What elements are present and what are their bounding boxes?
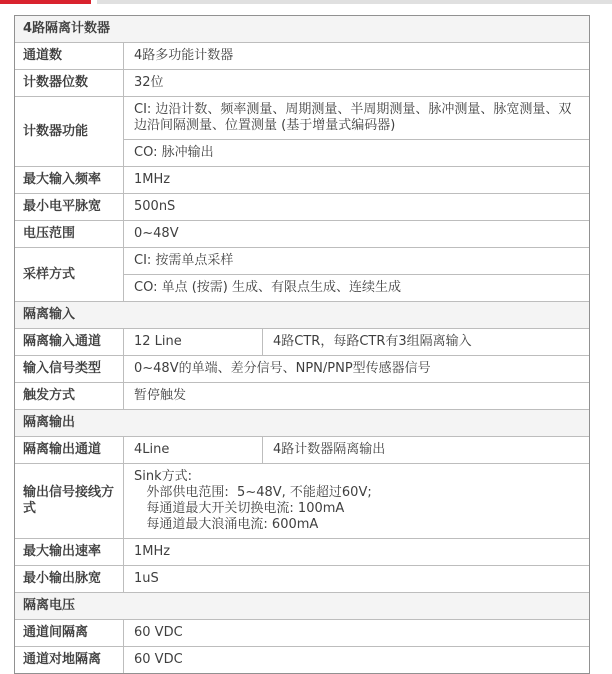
spec-label: 隔离输出通道 <box>15 437 124 463</box>
spec-value: 4路多功能计数器 <box>134 48 234 63</box>
spec-label: 通道对地隔离 <box>15 647 124 673</box>
spec-value-multiline <box>124 464 589 538</box>
table-row <box>15 538 589 565</box>
table-row <box>15 220 589 247</box>
table-row <box>15 565 589 592</box>
spec-table <box>14 15 590 674</box>
spec-label: 输出信号接线方式 <box>15 464 124 538</box>
table-row <box>15 355 589 382</box>
table-row <box>15 96 589 166</box>
spec-value-stack <box>124 248 589 301</box>
section-header-isolation-voltage: 隔离电压 <box>15 592 589 619</box>
spec-value: 60 VDC <box>134 625 183 640</box>
spec-value: 32位 <box>134 75 164 90</box>
section-header-counter: 4路隔离计数器 <box>15 16 589 42</box>
table-row <box>15 166 589 193</box>
spec-value: 暂停触发 <box>134 388 187 403</box>
table-row <box>15 69 589 96</box>
spec-label: 电压范围 <box>15 221 124 247</box>
spec-value: 60 VDC <box>134 652 183 667</box>
spec-label: 最大输出速率 <box>15 539 124 565</box>
spec-label: 通道数 <box>15 43 124 69</box>
spec-value: 500nS <box>134 199 176 214</box>
spec-value: 1uS <box>134 571 159 586</box>
tab-underline-track <box>97 0 612 4</box>
spec-label: 计数器功能 <box>15 97 124 166</box>
spec-value: 1MHz <box>134 172 171 187</box>
spec-subvalue: CI: 边沿计数、频率测量、周期测量、半周期测量、脉冲测量、脉宽测量、双边沿间隔测量、位置测量 (基于增量式编码器) <box>134 102 572 133</box>
table-row <box>15 328 589 355</box>
spec-label: 最大输入频率 <box>15 167 124 193</box>
table-row <box>15 193 589 220</box>
spec-value: 0~48V <box>134 226 179 241</box>
spec-value-left: 4Line <box>124 437 263 463</box>
active-tab-underline <box>0 0 91 4</box>
spec-label: 采样方式 <box>15 248 124 301</box>
table-row <box>15 619 589 646</box>
spec-label: 触发方式 <box>15 383 124 409</box>
spec-value-split <box>124 437 589 463</box>
spec-label: 隔离输入通道 <box>15 329 124 355</box>
section-header-isolated-output: 隔离输出 <box>15 409 589 436</box>
spec-value: 1MHz <box>134 544 171 559</box>
spec-label: 最小输出脉宽 <box>15 566 124 592</box>
table-row <box>15 463 589 538</box>
spec-subvalue: CI: 按需单点采样 <box>134 253 234 268</box>
spec-subvalue: CO: 脉冲输出 <box>124 139 589 166</box>
spec-value-right: 4路CTR，每路CTR有3组隔离输入 <box>273 334 472 349</box>
spec-value-line: 每通道最大浪涌电流: 600mA <box>134 517 319 532</box>
spec-value-left: 12 Line <box>124 329 263 355</box>
table-row <box>15 436 589 463</box>
tab-indicator-bar <box>0 0 612 4</box>
table-row <box>15 382 589 409</box>
spec-value-line: Sink方式: <box>134 469 193 484</box>
spec-label: 通道间隔离 <box>15 620 124 646</box>
spec-value: 0~48V的单端、差分信号、NPN/PNP型传感器信号 <box>134 361 431 376</box>
spec-value-stack <box>124 97 589 166</box>
spec-value-line: 外部供电范围: 5~48V, 不能超过60V; <box>134 485 372 500</box>
spec-value-line: 每通道最大开关切换电流: 100mA <box>134 501 345 516</box>
table-row <box>15 42 589 69</box>
spec-label: 计数器位数 <box>15 70 124 96</box>
spec-label: 最小电平脉宽 <box>15 194 124 220</box>
spec-subvalue: CO: 单点 (按需) 生成、有限点生成、连续生成 <box>124 274 589 301</box>
table-row <box>15 646 589 673</box>
spec-value-split <box>124 329 589 355</box>
spec-value-right: 4路计数器隔离输出 <box>273 442 386 457</box>
table-row <box>15 247 589 301</box>
spec-label: 输入信号类型 <box>15 356 124 382</box>
section-header-isolated-input: 隔离输入 <box>15 301 589 328</box>
